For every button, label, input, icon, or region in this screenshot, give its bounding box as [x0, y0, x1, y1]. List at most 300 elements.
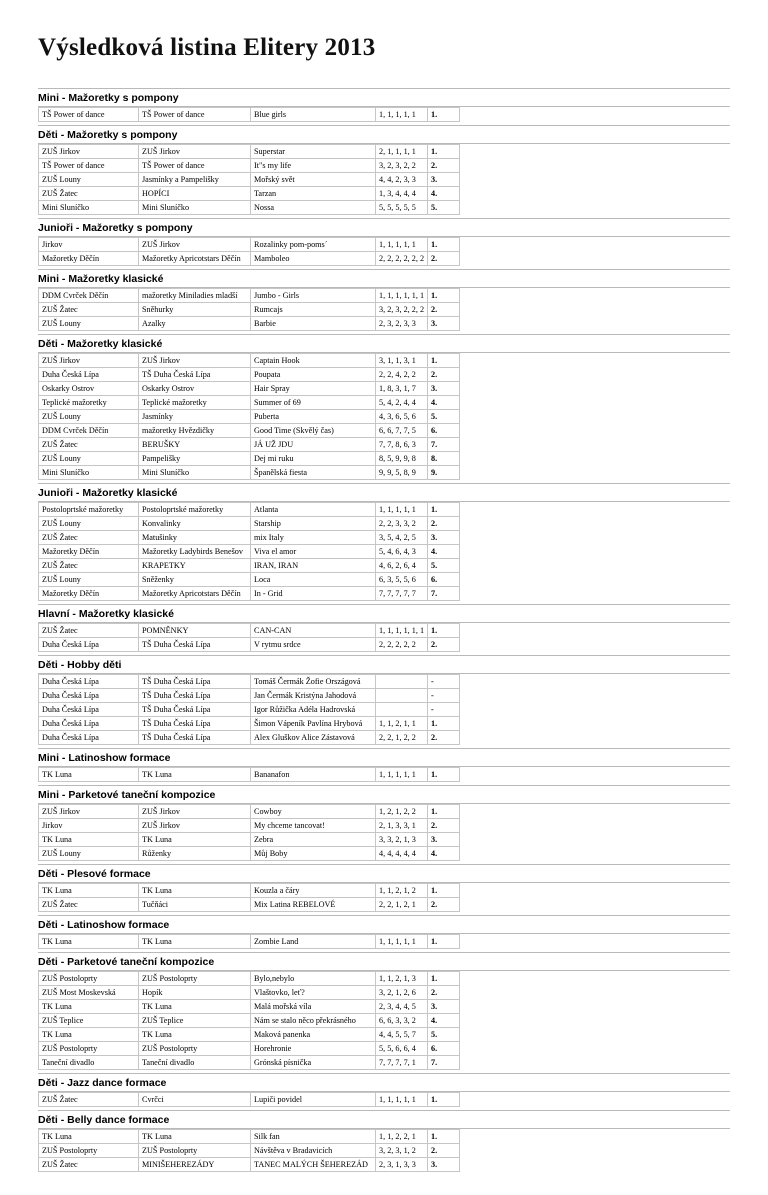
- cell-team: ZUŠ Jirkov: [139, 354, 251, 368]
- cell-song: Mořský svět: [251, 173, 376, 187]
- cell-rank: 4.: [428, 847, 460, 861]
- cell-song: Summer of 69: [251, 396, 376, 410]
- cell-song: Silk fan: [251, 1130, 376, 1144]
- cell-rank: 1.: [428, 624, 460, 638]
- cell-club: Mini Sluníčko: [39, 201, 139, 215]
- category-title: Děti - Mažoretky s pompony: [38, 125, 730, 144]
- cell-team: TŠ Duha Česká Lípa: [139, 638, 251, 652]
- cell-club: Mažoretky Děčín: [39, 252, 139, 266]
- cell-song: Good Time (Skvělý čas): [251, 424, 376, 438]
- cell-song: Grónská písnička: [251, 1056, 376, 1070]
- category-section: [38, 864, 730, 912]
- table-row: [39, 972, 460, 986]
- cell-song: JÁ UŽ JDU: [251, 438, 376, 452]
- table-row: [39, 833, 460, 847]
- category-section: [38, 88, 730, 122]
- cell-club: ZUŠ Louny: [39, 573, 139, 587]
- cell-team: Oskarky Ostrov: [139, 382, 251, 396]
- cell-team: Azalky: [139, 317, 251, 331]
- cell-team: TŠ Duha Česká Lípa: [139, 368, 251, 382]
- cell-club: DDM Cvrček Děčín: [39, 289, 139, 303]
- cell-club: Duha Česká Lípa: [39, 717, 139, 731]
- results-table: [38, 767, 460, 782]
- cell-team: TŠ Power of dance: [139, 159, 251, 173]
- cell-rank: 6.: [428, 573, 460, 587]
- cell-club: ZUŠ Žatec: [39, 1158, 139, 1172]
- cell-rank: 9.: [428, 466, 460, 480]
- results-table: [38, 107, 460, 122]
- table-row: [39, 503, 460, 517]
- cell-rank: 2.: [428, 368, 460, 382]
- category-title: Děti - Latinoshow formace: [38, 915, 730, 934]
- category-section: [38, 952, 730, 1070]
- results-table: [38, 353, 460, 480]
- table-row: [39, 1028, 460, 1042]
- table-row: [39, 768, 460, 782]
- category-section: [38, 915, 730, 949]
- cell-song: It"s my life: [251, 159, 376, 173]
- cell-rank: 2.: [428, 1144, 460, 1158]
- cell-rank: 2.: [428, 819, 460, 833]
- table-row: [39, 638, 460, 652]
- category-title: Děti - Hobby děti: [38, 655, 730, 674]
- table-row: [39, 531, 460, 545]
- category-title: Děti - Mažoretky klasické: [38, 334, 730, 353]
- table-row: [39, 1014, 460, 1028]
- cell-rank: 6.: [428, 424, 460, 438]
- cell-club: ZUŠ Louny: [39, 452, 139, 466]
- cell-song: Šimon Vápeník Pavlína Hrybová: [251, 717, 376, 731]
- table-row: [39, 145, 460, 159]
- cell-club: ZUŠ Žatec: [39, 624, 139, 638]
- cell-rank: 7.: [428, 438, 460, 452]
- cell-rank: 5.: [428, 201, 460, 215]
- table-row: [39, 1144, 460, 1158]
- cell-rank: 7.: [428, 1056, 460, 1070]
- table-row: [39, 159, 460, 173]
- table-row: [39, 1042, 460, 1056]
- cell-club: ZUŠ Louny: [39, 173, 139, 187]
- cell-score: 3, 2, 3, 2, 2, 2: [376, 303, 428, 317]
- cell-rank: 1.: [428, 1093, 460, 1107]
- cell-score: 2, 1, 3, 3, 1: [376, 819, 428, 833]
- cell-team: Konvalinky: [139, 517, 251, 531]
- category-section: [38, 125, 730, 215]
- cell-song: Zombie Land: [251, 935, 376, 949]
- cell-score: 1, 8, 3, 1, 7: [376, 382, 428, 396]
- table-row: [39, 675, 460, 689]
- cell-club: ZUŠ Teplice: [39, 1014, 139, 1028]
- cell-team: Matušinky: [139, 531, 251, 545]
- category-section: [38, 1073, 730, 1107]
- table-row: [39, 559, 460, 573]
- cell-rank: 1.: [428, 717, 460, 731]
- table-row: [39, 187, 460, 201]
- cell-rank: 3.: [428, 382, 460, 396]
- results-table: [38, 288, 460, 331]
- cell-song: Vlaštovko, leť?: [251, 986, 376, 1000]
- cell-club: TK Luna: [39, 833, 139, 847]
- cell-score: [376, 689, 428, 703]
- table-row: [39, 452, 460, 466]
- table-row: [39, 396, 460, 410]
- cell-club: Jirkov: [39, 238, 139, 252]
- results-table: [38, 144, 460, 215]
- cell-song: Igor Růžička Adéla Hadrovská: [251, 703, 376, 717]
- table-row: [39, 517, 460, 531]
- cell-club: ZUŠ Žatec: [39, 1093, 139, 1107]
- table-row: [39, 884, 460, 898]
- cell-rank: 4.: [428, 396, 460, 410]
- cell-rank: 1.: [428, 145, 460, 159]
- cell-score: 7, 7, 7, 7, 7: [376, 587, 428, 601]
- cell-club: TK Luna: [39, 1000, 139, 1014]
- table-row: [39, 1056, 460, 1070]
- cell-club: ZUŠ Louny: [39, 847, 139, 861]
- cell-song: Horehronie: [251, 1042, 376, 1056]
- cell-score: 9, 9, 5, 8, 9: [376, 466, 428, 480]
- cell-song: Mix Latina REBELOVÉ: [251, 898, 376, 912]
- cell-rank: 8.: [428, 452, 460, 466]
- cell-team: TK Luna: [139, 833, 251, 847]
- cell-club: DDM Cvrček Děčín: [39, 424, 139, 438]
- category-section: [38, 604, 730, 652]
- category-title: Děti - Jazz dance formace: [38, 1073, 730, 1092]
- category-title: Děti - Plesové formace: [38, 864, 730, 883]
- cell-club: Mažoretky Děčín: [39, 587, 139, 601]
- cell-score: 1, 1, 1, 1, 1, 1: [376, 289, 428, 303]
- cell-score: 4, 4, 4, 4, 4: [376, 847, 428, 861]
- cell-team: Sněženky: [139, 573, 251, 587]
- cell-team: TK Luna: [139, 884, 251, 898]
- cell-song: Tarzan: [251, 187, 376, 201]
- cell-club: ZUŠ Žatec: [39, 559, 139, 573]
- cell-score: 7, 7, 8, 6, 3: [376, 438, 428, 452]
- category-title: Děti - Belly dance formace: [38, 1110, 730, 1129]
- cell-team: mažoretky Miniladies mladší: [139, 289, 251, 303]
- cell-score: 1, 2, 1, 2, 2: [376, 805, 428, 819]
- cell-song: Superstar: [251, 145, 376, 159]
- cell-score: 2, 2, 2, 2, 2, 2: [376, 252, 428, 266]
- cell-song: Zebra: [251, 833, 376, 847]
- category-section: [38, 785, 730, 861]
- results-table: [38, 623, 460, 652]
- cell-song: Captain Hook: [251, 354, 376, 368]
- cell-rank: 2.: [428, 252, 460, 266]
- cell-team: Růženky: [139, 847, 251, 861]
- cell-rank: 3.: [428, 1158, 460, 1172]
- cell-score: 3, 3, 2, 1, 3: [376, 833, 428, 847]
- cell-team: ZUŠ Jirkov: [139, 819, 251, 833]
- cell-team: Hopík: [139, 986, 251, 1000]
- cell-club: TK Luna: [39, 935, 139, 949]
- cell-score: [376, 703, 428, 717]
- cell-rank: 1.: [428, 108, 460, 122]
- cell-club: Postoloprtské mažoretky: [39, 503, 139, 517]
- category-section: [38, 748, 730, 782]
- cell-rank: 2.: [428, 303, 460, 317]
- cell-team: TŠ Duha Česká Lípa: [139, 703, 251, 717]
- cell-club: ZUŠ Žatec: [39, 303, 139, 317]
- cell-song: Loca: [251, 573, 376, 587]
- cell-score: 1, 1, 1, 1, 1: [376, 1093, 428, 1107]
- table-row: [39, 252, 460, 266]
- cell-rank: 5.: [428, 410, 460, 424]
- cell-club: ZUŠ Louny: [39, 410, 139, 424]
- cell-team: TK Luna: [139, 1000, 251, 1014]
- cell-club: Teplické mažoretky: [39, 396, 139, 410]
- cell-song: IRAN, IRAN: [251, 559, 376, 573]
- cell-club: ZUŠ Louny: [39, 317, 139, 331]
- table-row: [39, 703, 460, 717]
- cell-team: Mini Sluníčko: [139, 201, 251, 215]
- category-title: Hlavní - Mažoretky klasické: [38, 604, 730, 623]
- category-section: [38, 269, 730, 331]
- cell-rank: 1.: [428, 935, 460, 949]
- cell-song: Jan Čermák Kristýna Jahodová: [251, 689, 376, 703]
- cell-team: TK Luna: [139, 768, 251, 782]
- cell-team: Mažoretky Apricotstars Děčín: [139, 587, 251, 601]
- results-table: [38, 674, 460, 745]
- cell-song: Tomáš Čermák Žofie Országová: [251, 675, 376, 689]
- results-sections: [38, 88, 730, 1172]
- cell-score: 2, 3, 2, 3, 3: [376, 317, 428, 331]
- table-row: [39, 173, 460, 187]
- cell-rank: 2.: [428, 638, 460, 652]
- cell-song: Bylo,nebylo: [251, 972, 376, 986]
- cell-team: ZUŠ Teplice: [139, 1014, 251, 1028]
- cell-club: Duha Česká Lípa: [39, 731, 139, 745]
- cell-rank: 1.: [428, 768, 460, 782]
- cell-rank: -: [428, 675, 460, 689]
- cell-club: ZUŠ Postoloprty: [39, 1144, 139, 1158]
- cell-rank: 3.: [428, 1000, 460, 1014]
- cell-song: Cowboy: [251, 805, 376, 819]
- cell-team: TŠ Duha Česká Lípa: [139, 689, 251, 703]
- table-row: [39, 410, 460, 424]
- cell-song: Dej mi ruku: [251, 452, 376, 466]
- category-title: Děti - Parketové taneční kompozice: [38, 952, 730, 971]
- cell-team: TŠ Power of dance: [139, 108, 251, 122]
- cell-song: Nossa: [251, 201, 376, 215]
- cell-club: ZUŠ Postoloprty: [39, 972, 139, 986]
- cell-team: Teplické mažoretky: [139, 396, 251, 410]
- cell-song: Atlanta: [251, 503, 376, 517]
- table-row: [39, 1130, 460, 1144]
- cell-score: 1, 3, 4, 4, 4: [376, 187, 428, 201]
- table-row: [39, 201, 460, 215]
- cell-club: ZUŠ Žatec: [39, 187, 139, 201]
- cell-club: Duha Česká Lípa: [39, 638, 139, 652]
- cell-rank: 2.: [428, 986, 460, 1000]
- cell-rank: 2.: [428, 731, 460, 745]
- cell-score: 2, 2, 4, 2, 2: [376, 368, 428, 382]
- category-title: Mini - Mažoretky s pompony: [38, 88, 730, 107]
- cell-score: 1, 1, 2, 2, 1: [376, 1130, 428, 1144]
- cell-team: Pampelišky: [139, 452, 251, 466]
- cell-team: Taneční divadlo: [139, 1056, 251, 1070]
- cell-score: 1, 1, 1, 1, 1: [376, 238, 428, 252]
- cell-score: 3, 2, 3, 1, 2: [376, 1144, 428, 1158]
- cell-club: TŠ Power of dance: [39, 108, 139, 122]
- cell-rank: 1.: [428, 289, 460, 303]
- cell-team: Mažoretky Ladybirds Benešov: [139, 545, 251, 559]
- cell-team: TŠ Duha Česká Lípa: [139, 717, 251, 731]
- cell-score: 2, 2, 2, 2, 2: [376, 638, 428, 652]
- cell-score: 4, 4, 2, 3, 3: [376, 173, 428, 187]
- table-row: [39, 424, 460, 438]
- cell-song: Jumbo - Girls: [251, 289, 376, 303]
- table-row: [39, 731, 460, 745]
- cell-score: 6, 3, 5, 5, 6: [376, 573, 428, 587]
- cell-rank: 1.: [428, 805, 460, 819]
- cell-team: Tučňáci: [139, 898, 251, 912]
- cell-team: Postoloprtské mažoretky: [139, 503, 251, 517]
- cell-team: Jasmínky: [139, 410, 251, 424]
- category-title: Junioři - Mažoretky s pompony: [38, 218, 730, 237]
- cell-rank: 1.: [428, 884, 460, 898]
- cell-song: Nám se stalo něco překrásného: [251, 1014, 376, 1028]
- category-section: [38, 334, 730, 480]
- results-table: [38, 883, 460, 912]
- cell-team: BERUŠKY: [139, 438, 251, 452]
- cell-team: Cvrčci: [139, 1093, 251, 1107]
- cell-rank: 4.: [428, 187, 460, 201]
- cell-club: TK Luna: [39, 1130, 139, 1144]
- table-row: [39, 819, 460, 833]
- cell-team: MINIŠEHEREZÁDY: [139, 1158, 251, 1172]
- cell-song: Viva el amor: [251, 545, 376, 559]
- cell-song: Můj Boby: [251, 847, 376, 861]
- cell-club: ZUŠ Louny: [39, 517, 139, 531]
- cell-song: Blue girls: [251, 108, 376, 122]
- table-row: [39, 466, 460, 480]
- results-table: [38, 804, 460, 861]
- category-title: Junioři - Mažoretky klasické: [38, 483, 730, 502]
- table-row: [39, 986, 460, 1000]
- cell-score: 1, 1, 1, 1, 1: [376, 108, 428, 122]
- cell-score: 3, 2, 3, 2, 2: [376, 159, 428, 173]
- table-row: [39, 805, 460, 819]
- category-section: [38, 1110, 730, 1172]
- cell-rank: 1.: [428, 972, 460, 986]
- category-title: Mini - Mažoretky klasické: [38, 269, 730, 288]
- results-table: [38, 502, 460, 601]
- cell-team: TK Luna: [139, 1028, 251, 1042]
- cell-rank: 1.: [428, 503, 460, 517]
- cell-score: 2, 2, 3, 3, 2: [376, 517, 428, 531]
- cell-team: Jasmínky a Pampelišky: [139, 173, 251, 187]
- cell-team: ZUŠ Postoloprty: [139, 972, 251, 986]
- cell-song: Malá mořská víla: [251, 1000, 376, 1014]
- cell-club: ZUŠ Jirkov: [39, 354, 139, 368]
- cell-rank: 7.: [428, 587, 460, 601]
- cell-score: 1, 1, 1, 1, 1: [376, 503, 428, 517]
- cell-club: TK Luna: [39, 768, 139, 782]
- cell-team: Mini Sluníčko: [139, 466, 251, 480]
- table-row: [39, 717, 460, 731]
- cell-score: 2, 3, 4, 4, 5: [376, 1000, 428, 1014]
- cell-team: ZUŠ Jirkov: [139, 145, 251, 159]
- cell-score: 5, 4, 6, 4, 3: [376, 545, 428, 559]
- cell-team: KRAPETKY: [139, 559, 251, 573]
- cell-song: In - Grid: [251, 587, 376, 601]
- cell-team: Sněhurky: [139, 303, 251, 317]
- cell-song: Starship: [251, 517, 376, 531]
- cell-club: ZUŠ Jirkov: [39, 145, 139, 159]
- cell-rank: 1.: [428, 1130, 460, 1144]
- cell-score: 1, 1, 2, 1, 1: [376, 717, 428, 731]
- table-row: [39, 438, 460, 452]
- cell-score: 3, 2, 1, 2, 6: [376, 986, 428, 1000]
- cell-rank: 4.: [428, 545, 460, 559]
- cell-song: Lupiči povidel: [251, 1093, 376, 1107]
- cell-team: ZUŠ Postoloprty: [139, 1042, 251, 1056]
- cell-song: My chceme tancovat!: [251, 819, 376, 833]
- table-row: [39, 624, 460, 638]
- cell-team: TŠ Duha Česká Lípa: [139, 675, 251, 689]
- cell-song: Mamboleo: [251, 252, 376, 266]
- cell-score: 1, 1, 1, 1, 1: [376, 935, 428, 949]
- cell-rank: 1.: [428, 238, 460, 252]
- cell-club: Oskarky Ostrov: [39, 382, 139, 396]
- cell-club: TŠ Power of dance: [39, 159, 139, 173]
- table-row: [39, 573, 460, 587]
- cell-rank: 1.: [428, 354, 460, 368]
- cell-rank: 2.: [428, 159, 460, 173]
- cell-club: Mini Sluníčko: [39, 466, 139, 480]
- category-title: Mini - Latinoshow formace: [38, 748, 730, 767]
- table-row: [39, 368, 460, 382]
- cell-song: Návštěva v Bradavicích: [251, 1144, 376, 1158]
- cell-team: Mažoretky Apricotstars Děčín: [139, 252, 251, 266]
- cell-club: Duha Česká Lípa: [39, 368, 139, 382]
- cell-song: Rumcajs: [251, 303, 376, 317]
- cell-score: 3, 5, 4, 2, 5: [376, 531, 428, 545]
- cell-rank: 3.: [428, 531, 460, 545]
- table-row: [39, 587, 460, 601]
- cell-score: 8, 5, 9, 9, 8: [376, 452, 428, 466]
- cell-score: 4, 4, 5, 5, 7: [376, 1028, 428, 1042]
- cell-club: Duha Česká Lípa: [39, 689, 139, 703]
- results-table: [38, 1092, 460, 1107]
- cell-song: Puberta: [251, 410, 376, 424]
- category-section: [38, 655, 730, 745]
- table-row: [39, 898, 460, 912]
- results-table: [38, 237, 460, 266]
- cell-club: ZUŠ Žatec: [39, 531, 139, 545]
- cell-team: ZUŠ Jirkov: [139, 238, 251, 252]
- cell-team: TK Luna: [139, 1130, 251, 1144]
- cell-club: ZUŠ Postoloprty: [39, 1042, 139, 1056]
- cell-rank: 2.: [428, 898, 460, 912]
- cell-song: CAN-CAN: [251, 624, 376, 638]
- cell-rank: 3.: [428, 317, 460, 331]
- cell-score: 1, 1, 1, 1, 1: [376, 768, 428, 782]
- cell-song: Poupata: [251, 368, 376, 382]
- cell-club: Taneční divadlo: [39, 1056, 139, 1070]
- cell-score: 2, 2, 1, 2, 1: [376, 898, 428, 912]
- results-table: [38, 971, 460, 1070]
- cell-score: 3, 1, 1, 3, 1: [376, 354, 428, 368]
- cell-song: Alex Gluškov Alice Zástavová: [251, 731, 376, 745]
- table-row: [39, 303, 460, 317]
- table-row: [39, 847, 460, 861]
- cell-club: Duha Česká Lípa: [39, 675, 139, 689]
- cell-team: mažoretky Hvězdičky: [139, 424, 251, 438]
- cell-score: 5, 4, 2, 4, 4: [376, 396, 428, 410]
- cell-rank: 3.: [428, 173, 460, 187]
